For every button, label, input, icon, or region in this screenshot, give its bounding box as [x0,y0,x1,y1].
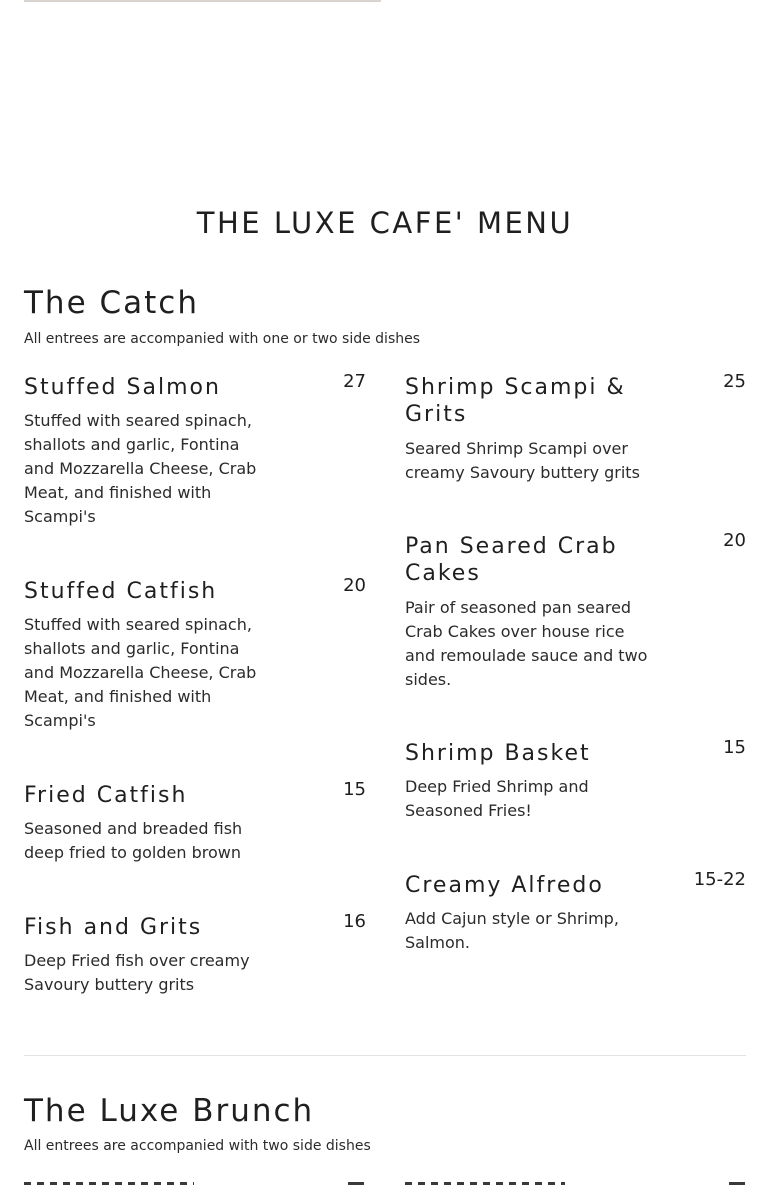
menu-title: THE LUXE CAFE' MENU [196,206,574,240]
menu-item-fish-and-grits [24,911,366,1004]
item-price: 25 [723,371,746,392]
item-name: Stuffed Salmon [24,375,221,400]
item-name: Stuffed Catfish [24,579,218,604]
item-price: 20 [343,575,366,596]
cutoff-item-row-right [405,1180,746,1185]
section-divider [24,1055,746,1056]
item-description: Stuffed with seared spinach, shallots and garlic, Fontina and Mozzarella Cheese, Crab Meat, and finished with Scampi's [24,615,257,730]
section-note-catch: All entrees are accompanied with one or two side dishes [24,331,421,347]
menu-item-shrimp-basket [405,737,746,830]
item-name: Fried Catfish [24,783,188,808]
menu-item-shrimp-scampi-grits [405,371,746,494]
menu-item-fried-catfish [24,779,366,872]
item-price: 15-22 [693,869,746,890]
item-name: Shrimp Basket [405,741,591,766]
item-price: 20 [723,530,746,551]
menu-item-stuffed-catfish [24,575,366,738]
item-name: Shrimp Scampi & Grits [405,375,626,427]
item-price: 27 [343,371,366,392]
hero-image-bottom-edge [24,0,381,2]
item-description: Seared Shrimp Scampi over creamy Savoury buttery grits [405,439,640,482]
item-description: Seasoned and breaded fish deep fried to golden brown [24,819,243,862]
item-description: Deep Fried Shrimp and Seasoned Fries! [405,777,589,820]
item-price: 16 [343,911,366,932]
menu-item-stuffed-salmon [24,371,366,534]
section-title-brunch: The Luxe Brunch [24,1093,315,1129]
item-description: Add Cajun style or Shrimp, Salmon. [405,909,619,952]
item-price: 15 [343,779,366,800]
item-description: Deep Fried fish over creamy Savoury buttery grits [24,951,250,994]
menu-item-pan-seared-crab-cakes [405,530,746,698]
item-name: Pan Seared Crab Cakes [405,534,618,586]
item-description: Stuffed with seared spinach, shallots and garlic, Fontina and Mozzarella Cheese, Crab Meat, and finished with Scampi's [24,411,257,526]
item-price: 15 [723,737,746,758]
item-name: Creamy Alfredo [405,873,604,898]
menu-item-creamy-alfredo [405,869,746,962]
item-name: Fish and Grits [24,915,203,940]
cutoff-item-row-left [24,1180,366,1185]
section-note-brunch: All entrees are accompanied with two side dishes [24,1138,371,1154]
item-description: Pair of seasoned pan seared Crab Cakes over house rice and remoulade sauce and two sides. [405,598,648,689]
section-title-catch: The Catch [24,285,199,321]
